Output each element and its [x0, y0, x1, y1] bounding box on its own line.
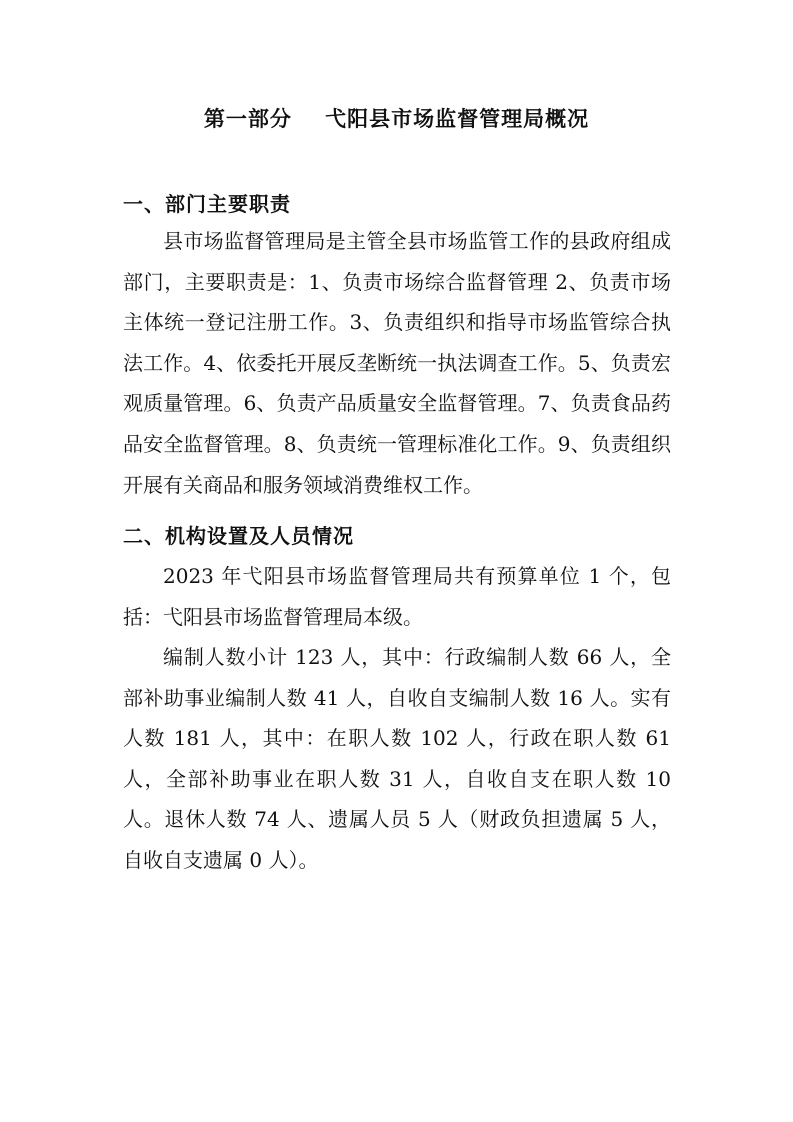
section-heading-duties: 一、部门主要职责 [123, 192, 291, 216]
budget-unit-paragraph: 2023 年弋阳县市场监督管理局共有预算单位 1 个，包括：弋阳县市场监督管理局本级。 [123, 564, 671, 629]
staffing-paragraph: 编制人数小计 123 人，其中：行政编制人数 66 人，全部补助事业编制人数 41 人，自收自支编制人数 16 人。实有人数 181 人，其中：在职人数 102 人，行政在职人数 61 人，全部补助事业在职人数 31 人，自收自支在职人数 10 人。退休人数 74 人、遗属人员 5 人（财政负担遗属 5 人，自收自支遗属 0 人）。 [123, 645, 671, 872]
section-heading-organization: 二、机构设置及人员情况 [123, 524, 354, 548]
document-title: 第一部分 弋阳县市场监督管理局概况 [203, 106, 590, 131]
duties-paragraph: 县市场监督管理局是主管全县市场监管工作的县政府组成部门，主要职责是：1、负责市场综合监督管理 2、负责市场主体统一登记注册工作。3、负责组织和指导市场监管综合执法工作。4、依委托开展反垄断统一执法调查工作。5、负责宏观质量管理。6、负责产品质量安全监督管理。7、负责食品药品安全监督管理。8、负责统一管理标准化工作。9、负责组织开展有关商品和服务领域消费维权工作。 [123, 229, 671, 497]
